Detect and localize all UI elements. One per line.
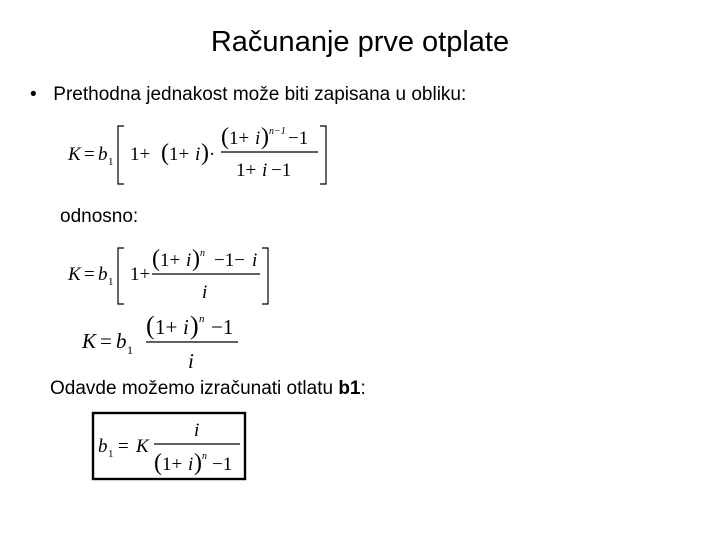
svg-text:i: i	[188, 349, 194, 373]
svg-text:n−1: n−1	[269, 126, 286, 137]
svg-text:b: b	[116, 329, 127, 353]
svg-text:i: i	[183, 315, 189, 339]
svg-text:1+: 1+	[130, 144, 151, 165]
svg-text:): )	[261, 124, 269, 150]
equation-2	[66, 246, 276, 308]
svg-text:): )	[192, 246, 200, 272]
svg-text:(: (	[146, 311, 155, 340]
bullet-symbol: •	[30, 84, 37, 105]
svg-text:b: b	[98, 436, 108, 457]
svg-text:(: (	[154, 450, 162, 476]
svg-text:): )	[190, 311, 199, 340]
svg-text:−1: −1	[211, 315, 234, 339]
bullet-text: Prethodna jednakost može biti zapisana u obliku:	[53, 84, 467, 105]
svg-text:−1−: −1−	[214, 250, 245, 271]
svg-text:i: i	[194, 420, 200, 441]
svg-text:=: =	[100, 329, 112, 353]
slide-title: Računanje prve otplate	[210, 26, 510, 58]
svg-text:(: (	[161, 140, 169, 166]
label-odnosno: odnosno:	[60, 206, 139, 227]
svg-text:n: n	[200, 248, 205, 259]
label-odavde-colon: :	[360, 378, 366, 399]
svg-text:K: K	[68, 144, 81, 165]
svg-text:): )	[201, 140, 209, 166]
label-odavde-text: Odavde možemo izračunati otlatu	[50, 378, 339, 399]
svg-text:1: 1	[108, 448, 114, 460]
label-odavde	[50, 378, 366, 400]
svg-text:1+: 1+	[162, 454, 183, 475]
svg-text:): )	[194, 450, 202, 476]
svg-text:i: i	[186, 250, 192, 271]
svg-text:i: i	[255, 128, 261, 149]
svg-text:1: 1	[108, 156, 114, 168]
equation-4-boxed	[92, 412, 248, 482]
svg-text:K: K	[136, 436, 149, 457]
bullet-item	[30, 84, 466, 106]
svg-text:i: i	[252, 250, 258, 271]
equation-3	[80, 310, 250, 372]
svg-text:K: K	[82, 329, 97, 353]
svg-text:(: (	[152, 246, 160, 272]
svg-text:=: =	[84, 144, 95, 165]
label-odavde-b1: b1	[338, 378, 361, 399]
svg-text:=: =	[84, 264, 95, 285]
svg-text:b: b	[98, 264, 108, 285]
svg-text:−1: −1	[288, 128, 309, 149]
svg-text:i: i	[202, 282, 208, 303]
svg-text:n: n	[202, 451, 207, 462]
svg-text:−1: −1	[271, 160, 292, 181]
svg-text:i: i	[188, 454, 194, 475]
svg-text:1+: 1+	[236, 160, 257, 181]
svg-text:(: (	[221, 124, 229, 150]
svg-text:i: i	[262, 160, 268, 181]
svg-text:b: b	[98, 144, 108, 165]
svg-text:1+: 1+	[155, 315, 178, 339]
svg-text:1: 1	[108, 276, 114, 288]
svg-text:1+: 1+	[229, 128, 250, 149]
svg-text:−1: −1	[212, 454, 233, 475]
svg-text:=: =	[118, 436, 129, 457]
svg-text:i: i	[195, 144, 201, 165]
svg-text:·: ·	[209, 144, 216, 165]
svg-text:1: 1	[127, 343, 133, 357]
equation-1	[66, 122, 336, 188]
svg-text:1+: 1+	[169, 144, 190, 165]
svg-text:K: K	[68, 264, 81, 285]
svg-text:1+: 1+	[160, 250, 181, 271]
svg-text:1+: 1+	[130, 264, 151, 285]
svg-text:n: n	[199, 313, 205, 325]
